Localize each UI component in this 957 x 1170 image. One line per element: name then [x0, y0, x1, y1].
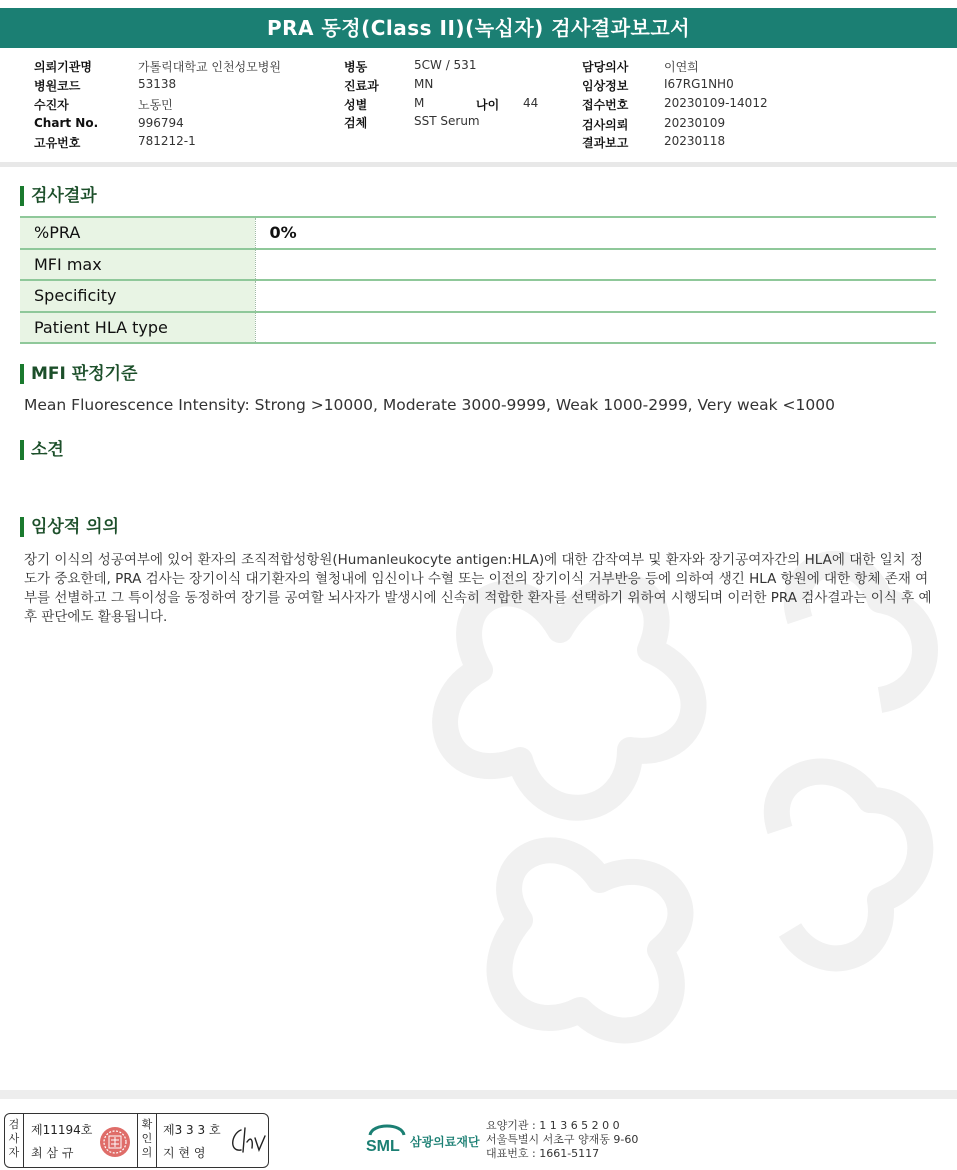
code-value: 53138: [138, 77, 177, 91]
ward-label: 병동: [344, 60, 368, 74]
result-value: 0%: [255, 217, 936, 249]
result-value: [255, 280, 936, 312]
hospital-value: 가톨릭대학교 인천성모병원: [138, 60, 281, 74]
signature-icon: [227, 1124, 267, 1158]
sex-label: 성별: [344, 98, 368, 112]
sml-logo-text: SML: [366, 1138, 400, 1155]
chart-label: Chart No.: [34, 116, 99, 130]
request-date-label: 검사의뢰: [582, 118, 629, 132]
org-address-block: [486, 1119, 638, 1161]
request-date-value: 20230109: [664, 116, 726, 130]
unique-label: 고유번호: [34, 136, 81, 150]
specimen-value: SST Serum: [414, 114, 480, 128]
findings-section-title: 소견: [20, 440, 64, 460]
confirmer-label: 확인의: [141, 1118, 153, 1159]
divider: [156, 1114, 157, 1167]
clinical-info-value: I67RG1NH0: [664, 77, 734, 91]
sex-value: M: [414, 96, 425, 110]
specimen-label: 검체: [344, 116, 368, 130]
receipt-value: 20230109-14012: [664, 96, 768, 110]
code-label: 병원코드: [34, 79, 81, 93]
signature-box: [4, 1113, 269, 1168]
confirmer-license: 제3 3 3 호: [163, 1123, 221, 1137]
phone: 대표번호 : 1661-5117: [486, 1147, 600, 1160]
results-section-title: 검사결과: [20, 186, 97, 206]
divider: [23, 1114, 24, 1167]
report-title: PRA 동정(Class II)(녹십자) 검사결과보고서: [0, 8, 957, 48]
patient-value: 노동민: [138, 98, 173, 112]
org-name: 삼광의료재단: [410, 1135, 480, 1149]
dept-value: MN: [414, 77, 434, 91]
clinical-significance-title: 임상적 의의: [20, 517, 119, 537]
report-date-value: 20230118: [664, 134, 726, 148]
table-row: [20, 280, 936, 312]
age-label: 나이: [476, 98, 500, 112]
footer: [0, 1090, 957, 1170]
clinical-info-label: 임상정보: [582, 79, 629, 93]
doctor-value: 이연희: [664, 60, 699, 74]
address: 서울특별시 서초구 양재동 9-60: [486, 1133, 639, 1146]
inspector-label: 검사자: [8, 1118, 20, 1159]
clinical-significance-text: 장기 이식의 성공여부에 있어 환자의 조직적합성항원(Humanleukocyte antigen:HLA)에 대한 감작여부 및 환자와 장기공여자간의 HLA에 대한 일치 정도가 중요한데, PRA 검사는 장기이식 대기환자의 혈청내에 임신이나 수혈 또는 이전의 장기이식 거부반응 등에 의하여 생긴 HLA 항원에 대한 항체 존재 여부를 선별하고 그 특이성을 동정하여 장기를 공여할 뇌사자가 발생시에 신속히 적합한 환자를 선택하기 위하여 시행되며 이러한 PRA 검사결과는 이식 후 예후 판단에도 활용됩니다.: [24, 552, 932, 625]
table-row: [20, 312, 936, 344]
patient-label: 수진자: [34, 98, 69, 112]
ward-value: 5CW / 531: [414, 58, 477, 72]
dept-label: 진료과: [344, 79, 379, 93]
sml-logo-icon: [364, 1119, 410, 1159]
unique-value: 781212-1: [138, 134, 196, 148]
patient-info: [0, 56, 957, 156]
care-number: 요양기관 : 1 1 3 6 5 2 0 0: [486, 1119, 620, 1132]
inspector-license: 제11194호: [31, 1123, 93, 1137]
result-label: Patient HLA type: [20, 312, 255, 344]
result-label: %PRA: [20, 217, 255, 249]
receipt-label: 접수번호: [582, 98, 629, 112]
result-value: [255, 312, 936, 344]
results-table: [20, 216, 936, 344]
confirmer-name: 지 현 영: [163, 1146, 206, 1160]
hospital-label: 의뢰기관명: [34, 60, 92, 74]
report-date-label: 결과보고: [582, 136, 629, 150]
inspector-seal-icon: [99, 1126, 131, 1158]
table-row: [20, 217, 936, 249]
result-label: MFI max: [20, 249, 255, 281]
mfi-criteria-text: Mean Fluorescence Intensity: Strong >10000, Moderate 3000-9999, Weak 1000-2999, Very weak <1000: [24, 396, 835, 414]
header-divider: [0, 162, 957, 167]
result-value: [255, 249, 936, 281]
result-label: Specificity: [20, 280, 255, 312]
divider: [137, 1114, 138, 1167]
mfi-section-title: MFI 판정기준: [20, 364, 137, 384]
chart-value: 996794: [138, 116, 184, 130]
age-value: 44: [523, 96, 539, 110]
table-row: [20, 249, 936, 281]
inspector-name: 최 삼 규: [31, 1146, 74, 1160]
doctor-label: 담당의사: [582, 60, 629, 74]
